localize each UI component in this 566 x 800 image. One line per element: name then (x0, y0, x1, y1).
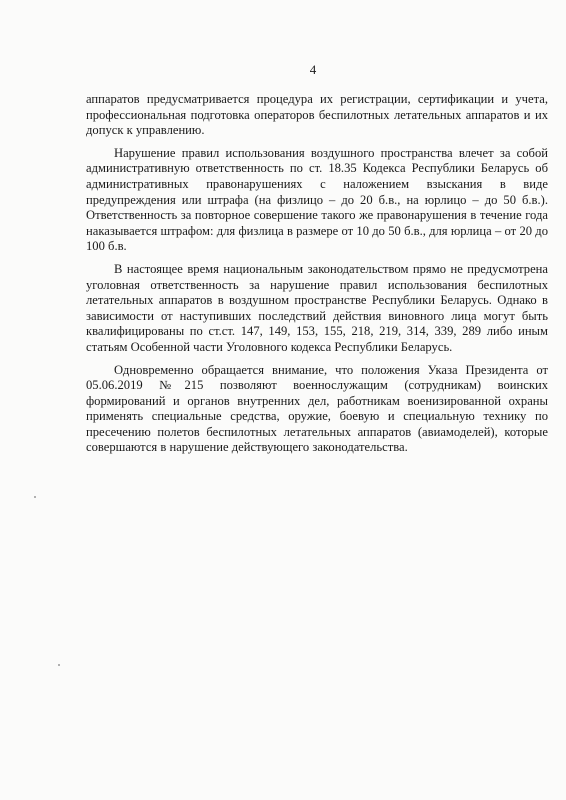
scan-speck (34, 496, 36, 498)
page-number: 4 (309, 62, 317, 77)
document-body (86, 92, 548, 463)
scan-speck (58, 664, 60, 666)
paragraph-criminal-liability: В настоящее время национальным законодательством прямо не предусмотрена уголовная ответственность за нарушение правил использования беспилотных летательных аппаратов в воздушном пространстве Республики Беларусь. Однако в зависимости от наступивших последствий действия виновного лица могут быть квалифицированы по ст.ст. 147, 149, 153, 155, 218, 219, 314, 339, 289 либо иным статьям Особенной части Уголовного кодекса Республики Беларусь. (86, 261, 548, 354)
paragraph-decree: Одновременно обращается внимание, что положения Указа Президента от 05.06.2019 №215 позволяют военнослужащим (сотрудникам) воинских формирований и органов внутренних дел, работникам военизированной охраны применять специальные средства, оружие, боевую и специальную технику по пресечению полетов беспилотных летательных аппаратов (авиамоделей), которые совершаются в нарушение действующего законодательства. (86, 362, 548, 455)
paragraph-administrative-liability: Нарушение правил использования воздушного пространства влечет за собой административную ответственность по ст. 18.35 Кодекса Республики Беларусь об административных правонарушениях с наложением взыскания в виде предупреждения или штрафа (на физлицо – до 20 б.в., на юрлицо – до 50 б.в.). Ответственность за повторное совершение такого же правонарушения в течение года наказывается штрафом: для физлица в размере от 10 до 50 б.в., для юрлица – от 20 до 100 б.в. (86, 145, 548, 254)
paragraph-registration: аппаратов предусматривается процедура их регистрации, сертификации и учета, профессиональная подготовка операторов беспилотных летательных аппаратов и их допуск к управлению. (86, 92, 548, 138)
